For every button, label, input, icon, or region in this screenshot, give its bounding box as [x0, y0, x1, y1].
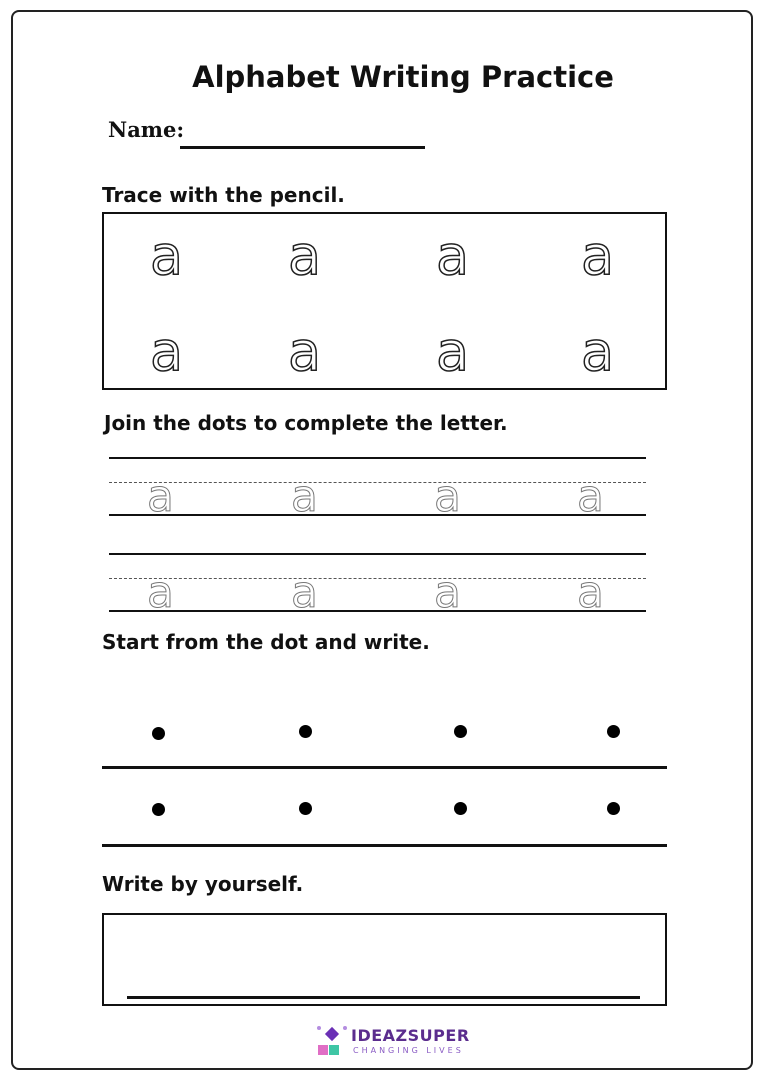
start-dot	[152, 727, 165, 740]
writing-line	[102, 844, 667, 847]
dotted-letter: a	[577, 471, 604, 522]
start-dot	[152, 803, 165, 816]
name-write-line	[180, 146, 425, 149]
dotted-letter: a	[434, 471, 461, 522]
start-dot	[299, 802, 312, 815]
trace-letter: a	[150, 320, 184, 383]
start-heading: Start from the dot and write.	[102, 630, 430, 654]
write-box	[102, 913, 667, 1006]
trace-heading: Trace with the pencil.	[102, 183, 345, 207]
dotted-letter: a	[434, 567, 461, 618]
dotted-letter: a	[147, 471, 174, 522]
trace-letter: a	[436, 224, 470, 287]
dotted-letter: a	[291, 567, 318, 618]
join-heading: Join the dots to complete the letter.	[104, 411, 508, 435]
page-title: Alphabet Writing Practice	[192, 60, 614, 94]
trace-letter: a	[150, 224, 184, 287]
start-dot	[607, 802, 620, 815]
name-label: Name:	[108, 117, 185, 142]
dotted-letter: a	[291, 471, 318, 522]
trace-letter: a	[581, 320, 615, 383]
brand-logo	[315, 1024, 485, 1060]
worksheet-page	[11, 10, 753, 1070]
guide-top-line	[109, 553, 646, 555]
guide-mid-dashed-line	[109, 482, 646, 483]
trace-letter: a	[581, 224, 615, 287]
start-dot	[454, 802, 467, 815]
start-dot	[454, 725, 467, 738]
trace-letter: a	[436, 320, 470, 383]
trace-letter: a	[288, 320, 322, 383]
write-heading: Write by yourself.	[102, 872, 304, 896]
guide-base-line	[109, 610, 646, 612]
guide-base-line	[109, 514, 646, 516]
trace-letter: a	[288, 224, 322, 287]
logo-tagline: CHANGING LIVES	[353, 1046, 464, 1055]
writing-line	[102, 766, 667, 769]
dotted-letter: a	[147, 567, 174, 618]
start-dot	[299, 725, 312, 738]
guide-mid-dashed-line	[109, 578, 646, 579]
write-box-line	[127, 996, 640, 999]
dotted-letter: a	[577, 567, 604, 618]
start-dot	[607, 725, 620, 738]
logo-name: IDEAZSUPER	[351, 1026, 470, 1045]
logo-mark-icon	[315, 1024, 349, 1058]
guide-top-line	[109, 457, 646, 459]
